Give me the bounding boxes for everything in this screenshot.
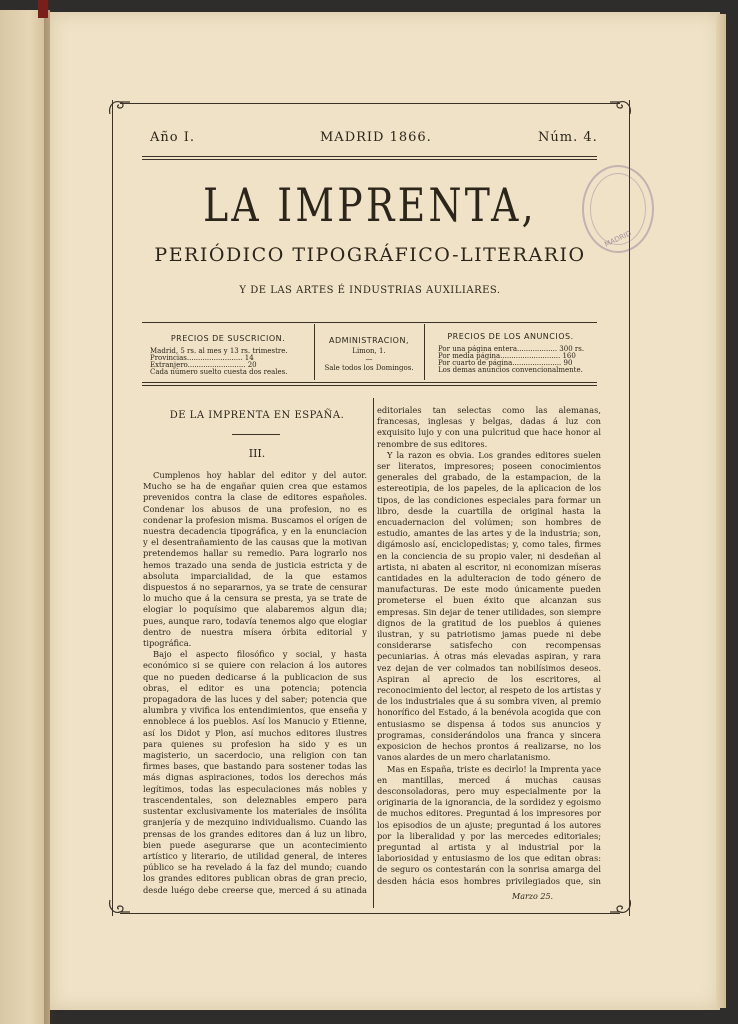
masthead-title: LA IMPRENTA,	[203, 178, 537, 232]
corner-ornament-icon	[106, 896, 132, 918]
administration-title: ADMINISTRACION,	[328, 336, 410, 345]
column-divider	[373, 398, 374, 908]
subscription-line: Extranjero.......................... 20	[150, 361, 257, 369]
prices-bottom-rule	[142, 385, 597, 386]
corner-ornament-icon	[608, 96, 634, 118]
administration-address: Limon, 1.	[352, 347, 386, 355]
subscription-title: PRECIOS DE SUSCRICION.	[170, 334, 286, 343]
ads-title: PRECIOS DE LOS ANUNCIOS.	[447, 332, 574, 341]
masthead-subtitle-secondary: Y DE LAS ARTES É INDUSTRIAS AUXILIARES.	[239, 285, 501, 296]
paragraph: Bajo el aspecto filosófico y social, y hasta económico si se quiere con relacion á los autores que no pueden dedicarse á la publicacion de sus obras, el editor es una potencia; potencia propagadora de las luces y del saber; potencia que alumbra y vivifica los entendimientos, que enseña y ennoblece á los pueblos. Así los Manucio y Etienne, así los Didot y Plon, así muchos editores ilustres para quienes su profesion ha sido y es un magisterio, un sacerdocio, una religion con tan firmes bases, que bastando para sostener todas las más dignas aspiraciones, todos los derechos más legítimos, todas las especulaciones más nobles y trascendentales, son deleznables empero para sustentar exclusivamente los materiales de insólita granjería y de mezquino individualismo. Cuando las prensas de los grandes editores dan á luz un libro, bien puede asegurarse que un acontecimiento artístico y literario, de utilidad general, de interes público se ha revelado á la faz del mundo; cuando los grandes editores publican obras de gran precio, desde luégo debe creerse que, merced á su atinada	[143, 649, 367, 895]
paragraph: Cumplenos hoy hablar del editor y del autor. Mucho se ha de engañar quien crea que estamos prevenidos contra la clase de editores españoles. Condenar los abusos de una profesion, no es condenar la profesion misma. Buscamos el orígen de nuestra decadencia tipográfica, y en la enunciacion y el desentrañamiento de las causas que la motivan pretendemos hallar su remedio. Para lograrlo nos hemos trazado una senda de justicia estricta y de absoluta imparcialidad, de la que estamos dispuestos á no separarnos, ya se trate de censurar lo mucho que á la censura se presta, ya se trate de elogiar lo poquísimo que alabaremos algun dia; pues, aunque raro, todavía tenemos algo que elogiar dentro de nuestra mísera órbita editorial y tipográfica.	[143, 470, 367, 649]
paragraph: editoriales tan selectas como las alemanas, francesas, inglesas y belgas, dadas á luz con exquisito lujo y con una pulcritud que hace honor al renombre de sus editores.	[377, 405, 601, 449]
facing-page-edge	[0, 10, 50, 1024]
subscription-line: Cada número suelto cuesta dos reales.	[150, 368, 288, 376]
header-rule	[142, 159, 597, 160]
administration-dash: —	[365, 355, 373, 363]
header-rule	[142, 156, 597, 157]
corner-ornament-icon	[608, 896, 634, 918]
bookmark-ribbon	[38, 0, 48, 18]
prices-box	[142, 322, 597, 382]
page-edge	[716, 14, 726, 1008]
frame-top-rule	[120, 103, 620, 104]
article-column-left	[143, 470, 367, 895]
article-date: Marzo 25.	[512, 892, 554, 901]
article-section-number: III.	[248, 447, 266, 460]
issue-year: Año I.	[150, 130, 195, 145]
ads-line: Los demas anuncios convencionalmente.	[438, 366, 583, 374]
issue-number: Núm. 4.	[538, 130, 598, 145]
paragraph: Y la razon es obvia. Los grandes editores suelen ser literatos, impresores; poseen conocimientos generales del grabado, de la estampacion, de la estereotipia, de los papeles, de la aplicacion de los tipos, de las condiciones especiales para formar un libro, desde la cuartilla de original hasta la encuadernacion del volúmen; son hombres de estudio, amantes de las artes y de la industria; son, digámoslo así, enciclopedistas; y, como tales, firmes en la conciencia de su propio valer, ni desdeñan al artista, ni abaten al escritor, ni economizan míseras cantidades en la adulteracion de todo género de manufacturas. De este modo únicamente pueden prometerse el buen éxito que alcanzan sus empresas. Sin dejar de tener utilidades, son siempre dignos de la gratitud de los pueblos á quienes ilustran, y su patriotismo jamas puede ni debe considerarse satisfecho con recompensas pecuniarias. Á otras más elevadas aspiran, y rara vez dejan de ver colmados tan nobilísimos deseos. Aspiran al aprecio de los escritores, al reconocimiento del lector, al respeto de los artistas y de los industriales que á su sombra viven, al premio honorífico del Estado, á la benévola acogida que con entusiasmo se dispensa á todos sus anuncios y programas, considerándolos una franca y sincera exposicion de hechos prontos á realizarse, no los vanos alardes de un mero charlatanismo.	[377, 449, 601, 763]
subscription-line: Provincias......................... 14	[150, 354, 254, 362]
ads-line: Por cuarto de página...................... 90	[438, 359, 573, 367]
ads-line: Por media página........................... 160	[438, 352, 576, 360]
issue-place-date: MADRID 1866.	[320, 130, 432, 145]
prices-bottom-rule	[142, 382, 597, 383]
article-title: DE LA IMPRENTA EN ESPAÑA.	[169, 410, 345, 421]
ads-line: Por una página entera.................. 300 rs.	[438, 345, 585, 353]
administration-note: Sale todos los Domingos.	[324, 364, 414, 372]
library-stamp	[582, 165, 654, 253]
stamp-text: MADRID	[603, 229, 633, 249]
article-column-right	[377, 405, 601, 887]
article-title-rule	[232, 434, 280, 435]
masthead-subtitle: PERIÓDICO TIPOGRÁFICO-LITERARIO	[154, 244, 586, 266]
paragraph: Mas en España, triste es decirlo! la Imprenta yace en mantillas, merced á muchas causas desconsoladoras, pero muy especialmente por la originaria de la ignorancia, de la sordidez y egoismo de muchos editores. Preguntad á los impresores por los episodios de un ajuste; preguntad á los autores por la liberalidad y por las mercedes editoriales; preguntad al artista y al industrial por la laboriosidad y entusiasmo de los que editan obras: de seguro os contestarán con la sonrisa amarga del desden hácia esos hombres privilegiados que, sin	[377, 763, 601, 886]
subscription-line: Madrid, 5 rs. al mes y 13 rs. trimestre.	[150, 347, 288, 355]
frame-bottom-rule	[120, 913, 620, 914]
corner-ornament-icon	[106, 96, 132, 118]
